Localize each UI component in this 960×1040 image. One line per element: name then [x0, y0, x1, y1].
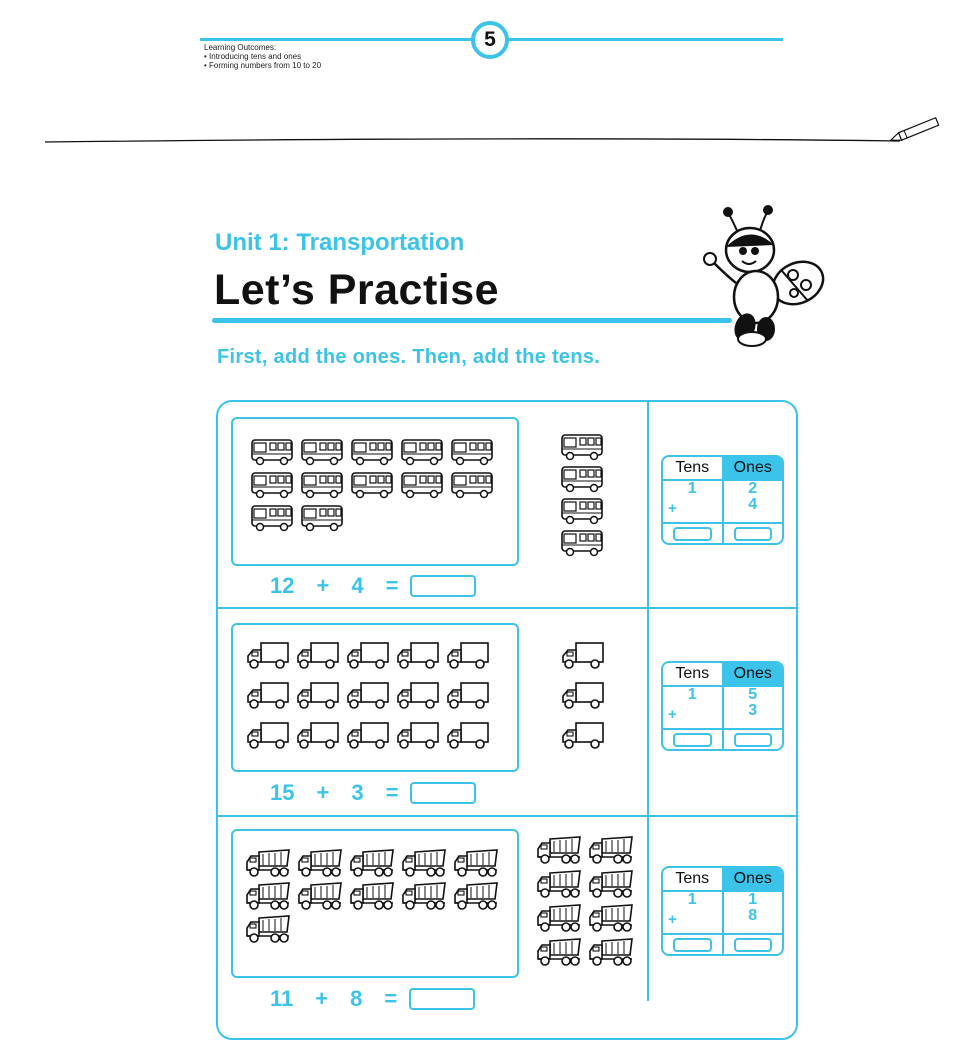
place-value-table	[661, 455, 784, 545]
dump-truck-icon	[245, 848, 291, 878]
pencil-line	[0, 115, 960, 155]
ones-answer-box[interactable]	[734, 527, 773, 541]
dump-truck-icon	[245, 881, 291, 911]
addition-equation	[270, 780, 476, 806]
ones-addend: 8	[748, 907, 758, 924]
dump-truck-icon	[453, 881, 499, 911]
dump-truck-icon	[401, 881, 447, 911]
ones-digit: 1	[748, 891, 758, 908]
truck-icon	[245, 680, 291, 710]
tens-digit: 1	[687, 686, 697, 703]
bus-icon	[250, 502, 296, 532]
tens-answer-box[interactable]	[673, 938, 712, 952]
bus-icon	[250, 436, 296, 466]
addition-equation	[270, 573, 476, 599]
main-picture-box	[231, 829, 519, 978]
bus-icon	[450, 469, 496, 499]
bus-icon	[560, 527, 606, 557]
place-value-table	[661, 866, 784, 956]
ones-digit: 5	[748, 686, 758, 703]
learning-outcomes	[204, 43, 321, 70]
tens-answer-box[interactable]	[673, 733, 712, 747]
dump-truck-icon	[536, 869, 582, 899]
truck-icon	[445, 720, 491, 750]
dump-truck-icon	[588, 869, 634, 899]
plus-sign: +	[668, 500, 677, 517]
truck-icon	[445, 640, 491, 670]
outcome-item: • Forming numbers from 10 to 20	[204, 61, 322, 70]
outcome-item: • Introducing tens and ones	[204, 52, 302, 61]
bus-icon	[400, 469, 446, 499]
ones-header: Ones	[724, 868, 783, 890]
plus-sign: +	[316, 780, 330, 805]
addend-b: 4	[351, 573, 364, 598]
plus-sign: +	[668, 911, 677, 928]
page-title: Let’s Practise	[214, 266, 500, 314]
truck-icon	[345, 640, 391, 670]
plus-sign: +	[315, 986, 329, 1011]
bus-icon	[560, 495, 606, 525]
truck-icon	[560, 680, 606, 710]
bus-icon	[450, 436, 496, 466]
dump-truck-icon	[453, 848, 499, 878]
truck-icon	[445, 680, 491, 710]
truck-icon	[395, 720, 441, 750]
truck-icon	[395, 640, 441, 670]
dump-truck-icon	[588, 835, 634, 865]
addend-b: 3	[351, 780, 364, 805]
bus-icon	[250, 469, 296, 499]
truck-icon	[345, 680, 391, 710]
answer-box[interactable]	[410, 782, 476, 804]
bus-icon	[560, 463, 606, 493]
row-divider	[217, 607, 797, 609]
bus-icon	[300, 436, 346, 466]
dump-truck-icon	[536, 903, 582, 933]
equals-sign: =	[385, 780, 399, 805]
ones-digit: 2	[748, 480, 758, 497]
column-divider	[647, 401, 649, 1001]
tens-digit: 1	[687, 891, 697, 908]
tens-header: Tens	[663, 868, 724, 890]
bus-icon	[400, 436, 446, 466]
addition-equation	[270, 986, 475, 1012]
answer-box[interactable]	[409, 988, 475, 1010]
main-picture-box	[231, 417, 519, 566]
ones-header: Ones	[724, 457, 783, 479]
unit-title: Unit 1: Transportation	[215, 229, 465, 256]
tens-answer-box[interactable]	[673, 527, 712, 541]
dump-truck-icon	[349, 881, 395, 911]
place-value-table	[661, 661, 784, 751]
tens-header: Tens	[663, 457, 724, 479]
instruction: First, add the ones. Then, add the tens.	[217, 346, 601, 368]
truck-icon	[345, 720, 391, 750]
truck-icon	[295, 640, 341, 670]
ones-addend: 4	[748, 496, 758, 513]
truck-icon	[560, 640, 606, 670]
plus-sign: +	[316, 573, 330, 598]
ones-header: Ones	[724, 663, 783, 685]
bus-icon	[350, 469, 396, 499]
truck-icon	[245, 720, 291, 750]
addend-a: 11	[270, 986, 294, 1011]
dump-truck-icon	[297, 848, 343, 878]
addend-b: 8	[350, 986, 363, 1011]
truck-icon	[295, 720, 341, 750]
truck-icon	[560, 720, 606, 750]
bus-icon	[560, 431, 606, 461]
dump-truck-icon	[536, 937, 582, 967]
truck-icon	[245, 640, 291, 670]
outcomes-title: Learning Outcomes:	[204, 43, 277, 52]
dump-truck-icon	[588, 937, 634, 967]
ladybug-mascot-icon	[698, 205, 828, 350]
plus-sign: +	[668, 706, 677, 723]
pencil-icon	[889, 118, 938, 144]
equals-sign: =	[384, 986, 398, 1011]
truck-icon	[395, 680, 441, 710]
title-underline	[212, 318, 732, 323]
dump-truck-icon	[536, 835, 582, 865]
dump-truck-icon	[297, 881, 343, 911]
addend-a: 15	[270, 780, 295, 805]
bus-icon	[300, 469, 346, 499]
ones-answer-box[interactable]	[734, 733, 773, 747]
dump-truck-icon	[401, 848, 447, 878]
row-divider	[217, 815, 797, 817]
equals-sign: =	[385, 573, 399, 598]
tens-header: Tens	[663, 663, 724, 685]
ones-addend: 3	[748, 702, 758, 719]
dump-truck-icon	[245, 914, 291, 944]
addend-a: 12	[270, 573, 295, 598]
dump-truck-icon	[349, 848, 395, 878]
main-picture-box	[231, 623, 519, 772]
bus-icon	[350, 436, 396, 466]
ones-answer-box[interactable]	[734, 938, 773, 952]
bus-icon	[300, 502, 346, 532]
page-number: 5	[471, 21, 509, 59]
tens-digit: 1	[687, 480, 697, 497]
truck-icon	[295, 680, 341, 710]
dump-truck-icon	[588, 903, 634, 933]
answer-box[interactable]	[410, 575, 476, 597]
